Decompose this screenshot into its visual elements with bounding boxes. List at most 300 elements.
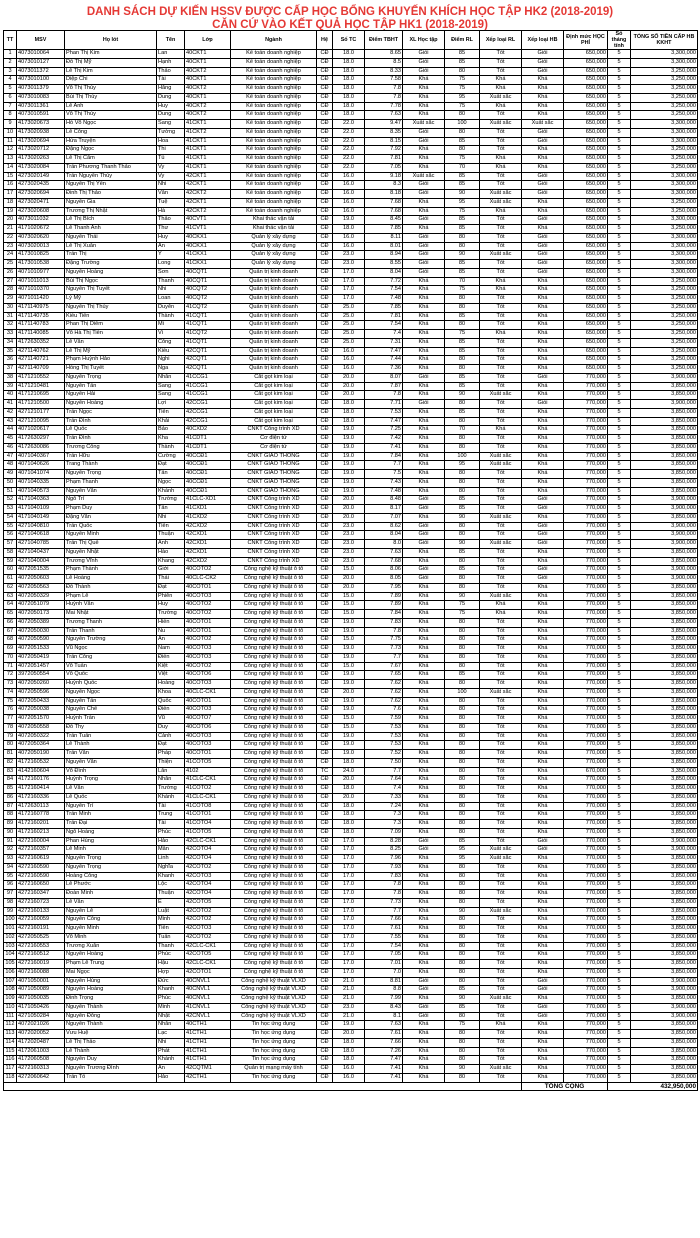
cell-ho-lot: Nguyễn Minh xyxy=(65,531,157,540)
cell-msv: 4173010538 xyxy=(17,260,65,269)
cell-nganh: Quản lý xây dựng xyxy=(231,233,317,242)
cell-nganh: Kế toán doanh nghiệp xyxy=(231,128,317,137)
table-row xyxy=(4,1038,698,1047)
cell-diem-rl: 90 xyxy=(445,592,480,601)
cell-diem-rl: 80 xyxy=(445,977,480,986)
cell-lop: 40COTO2 xyxy=(185,610,231,619)
cell-dinh-muc-hoc-phi: 770,000 xyxy=(564,995,608,1004)
cell-dinh-muc-hoc-phi: 770,000 xyxy=(564,610,608,619)
table-row xyxy=(4,811,698,820)
cell-xep-loai-hb: Khá xyxy=(522,951,564,960)
cell-ten: Tấn xyxy=(157,470,185,479)
cell-xl-hoc-tap: Khá xyxy=(403,890,445,899)
cell-xep-loai-rl: Tốt xyxy=(480,890,522,899)
cell-lop: 42COTO2 xyxy=(185,933,231,942)
cell-xl-hoc-tap: Khá xyxy=(403,111,445,120)
cell-ho-lot: Trần Quốc xyxy=(65,522,157,531)
cell-dinh-muc-hoc-phi: 650,000 xyxy=(564,330,608,339)
cell-he: CĐ xyxy=(317,120,333,129)
cell-tt: 34 xyxy=(4,338,17,347)
cell-diem-tbht: 7.05 xyxy=(365,163,403,172)
cell-ho-lot: Mai Nhật xyxy=(65,610,157,619)
cell-he: CĐ xyxy=(317,575,333,584)
cell-he: CĐ xyxy=(317,933,333,942)
cell-he: CĐ xyxy=(317,802,333,811)
cell-lop: 41CTH1 xyxy=(185,1047,231,1056)
cell-nganh: Quản trị kinh doanh xyxy=(231,365,317,374)
table-row xyxy=(4,382,698,391)
cell-lop: 40CXD2 xyxy=(185,426,231,435)
cell-he: CĐ xyxy=(317,636,333,645)
cell-he: CĐ xyxy=(317,181,333,190)
cell-tong-so-tien: 3,300,000 xyxy=(631,260,698,269)
cell-he: CĐ xyxy=(317,706,333,715)
cell-lop: 42CQTM1 xyxy=(185,1065,231,1074)
cell-ho-lot: Nguyễn Văn xyxy=(65,487,157,496)
cell-xep-loai-hb: Giỏi xyxy=(522,522,564,531)
cell-dinh-muc-hoc-phi: 650,000 xyxy=(564,233,608,242)
cell-lop: 40CQT2 xyxy=(185,295,231,304)
cell-ten: Minh xyxy=(157,916,185,925)
cell-so-thang: 5 xyxy=(608,872,631,881)
cell-xep-loai-rl: Khá xyxy=(480,76,522,85)
cell-msv: 4072160088 xyxy=(17,968,65,977)
cell-nganh: Kế toán doanh nghiệp xyxy=(231,163,317,172)
cell-so-thang: 5 xyxy=(608,916,631,925)
cell-so-thang: 5 xyxy=(608,583,631,592)
table-row xyxy=(4,251,698,260)
cell-tong-so-tien: 3,850,000 xyxy=(631,776,698,785)
table-row xyxy=(4,601,698,610)
cell-diem-rl: 80 xyxy=(445,863,480,872)
cell-so-thang: 5 xyxy=(608,251,631,260)
table-row xyxy=(4,750,698,759)
cell-xep-loai-hb: Khá xyxy=(522,435,564,444)
cell-he: CĐ xyxy=(317,85,333,94)
cell-tong-so-tien: 3,300,000 xyxy=(631,233,698,242)
cell-ho-lot: Nguyễn Trí xyxy=(65,802,157,811)
cell-nganh: Quản trị kinh doanh xyxy=(231,268,317,277)
cell-dinh-muc-hoc-phi: 650,000 xyxy=(564,190,608,199)
cell-so-tc: 18.0 xyxy=(333,76,365,85)
table-row xyxy=(4,408,698,417)
cell-diem-rl: 80 xyxy=(445,933,480,942)
table-row xyxy=(4,373,698,382)
cell-diem-tbht: 7.83 xyxy=(365,872,403,881)
cell-diem-rl: 80 xyxy=(445,128,480,137)
cell-so-thang: 5 xyxy=(608,137,631,146)
header-col-tong-so-tien: TỔNG SỐ TIỀN CẤP HB KKHT xyxy=(631,31,698,50)
cell-diem-rl: 95 xyxy=(445,93,480,102)
cell-so-thang: 5 xyxy=(608,636,631,645)
cell-ten: Linh xyxy=(157,855,185,864)
cell-xep-loai-rl: Tốt xyxy=(480,557,522,566)
cell-ten: Cường xyxy=(157,452,185,461)
cell-tong-so-tien: 3,350,000 xyxy=(631,767,698,776)
cell-tong-so-tien: 3,850,000 xyxy=(631,548,698,557)
cell-ten: Cảnh xyxy=(157,732,185,741)
cell-dinh-muc-hoc-phi: 770,000 xyxy=(564,391,608,400)
cell-diem-tbht: 7.48 xyxy=(365,295,403,304)
cell-ten: Khoa xyxy=(157,688,185,697)
cell-msv: 4071010370 xyxy=(17,286,65,295)
cell-msv: 4272160553 xyxy=(17,942,65,951)
cell-tt: 36 xyxy=(4,356,17,365)
cell-xep-loai-hb: Giỏi xyxy=(522,575,564,584)
cell-tt: 24 xyxy=(4,251,17,260)
cell-so-thang: 5 xyxy=(608,163,631,172)
cell-xep-loai-hb: Khá xyxy=(522,960,564,969)
cell-diem-rl: 80 xyxy=(445,1073,480,1082)
cell-nganh: Công nghệ kỹ thuật ô tô xyxy=(231,925,317,934)
cell-xep-loai-hb: Khá xyxy=(522,146,564,155)
cell-xep-loai-hb: Khá xyxy=(522,933,564,942)
cell-tt: 47 xyxy=(4,452,17,461)
cell-tong-so-tien: 3,300,000 xyxy=(631,50,698,59)
table-row xyxy=(4,76,698,85)
cell-diem-rl: 85 xyxy=(445,837,480,846)
cell-diem-tbht: 7.54 xyxy=(365,286,403,295)
cell-nganh: Cắt gọt kim loại xyxy=(231,408,317,417)
cell-so-tc: 15.0 xyxy=(333,592,365,601)
cell-tong-so-tien: 3,850,000 xyxy=(631,636,698,645)
cell-ten: Ân xyxy=(157,1065,185,1074)
cell-ten: Tiến xyxy=(157,522,185,531)
cell-msv: 4272160723 xyxy=(17,898,65,907)
cell-so-thang: 5 xyxy=(608,1065,631,1074)
cell-diem-rl: 75 xyxy=(445,610,480,619)
cell-xl-hoc-tap: Khá xyxy=(403,426,445,435)
cell-diem-tbht: 7.44 xyxy=(365,356,403,365)
cell-he: CĐ xyxy=(317,548,333,557)
cell-so-tc: 23.0 xyxy=(333,548,365,557)
cell-tong-so-tien: 3,850,000 xyxy=(631,881,698,890)
cell-nganh: Công nghệ kỹ thuật ô tô xyxy=(231,942,317,951)
cell-diem-rl: 75 xyxy=(445,330,480,339)
cell-ho-lot: Trần Thị xyxy=(65,251,157,260)
cell-ho-lot: Ngô Hoàng xyxy=(65,828,157,837)
cell-xl-hoc-tap: Khá xyxy=(403,811,445,820)
cell-diem-rl: 100 xyxy=(445,688,480,697)
cell-tt: 21 xyxy=(4,225,17,234)
cell-ho-lot: Lê Văn xyxy=(65,338,157,347)
cell-xep-loai-rl: Tốt xyxy=(480,58,522,67)
cell-xep-loai-hb: Khá xyxy=(522,85,564,94)
cell-msv: 4072051533 xyxy=(17,645,65,654)
cell-diem-tbht: 7.41 xyxy=(365,443,403,452)
cell-diem-rl: 80 xyxy=(445,575,480,584)
cell-xep-loai-rl: Tốt xyxy=(480,1056,522,1065)
cell-tong-so-tien: 3,850,000 xyxy=(631,461,698,470)
cell-so-thang: 5 xyxy=(608,592,631,601)
cell-nganh: Quản trị kinh doanh xyxy=(231,277,317,286)
cell-so-tc: 19.0 xyxy=(333,470,365,479)
cell-ten: Thái xyxy=(157,575,185,584)
cell-so-thang: 5 xyxy=(608,706,631,715)
cell-tong-so-tien: 3,850,000 xyxy=(631,653,698,662)
cell-diem-tbht: 7.68 xyxy=(365,198,403,207)
cell-diem-rl: 85 xyxy=(445,566,480,575)
cell-ten: Nhi xyxy=(157,181,185,190)
cell-diem-rl: 90 xyxy=(445,540,480,549)
cell-nganh: Quản trị kinh doanh xyxy=(231,321,317,330)
cell-xep-loai-rl: Tốt xyxy=(480,321,522,330)
cell-diem-tbht: 7.8 xyxy=(365,93,403,102)
cell-xep-loai-rl: Tốt xyxy=(480,653,522,662)
cell-ho-lot: Trương Thanh xyxy=(65,618,157,627)
cell-he: CĐ xyxy=(317,688,333,697)
cell-diem-tbht: 7.61 xyxy=(365,925,403,934)
cell-so-tc: 17.0 xyxy=(333,863,365,872)
cell-xep-loai-hb: Khá xyxy=(522,382,564,391)
cell-xep-loai-hb: Khá xyxy=(522,295,564,304)
cell-nganh: Quản trị mạng máy tính xyxy=(231,1065,317,1074)
cell-so-tc: 20.0 xyxy=(333,688,365,697)
cell-diem-rl: 80 xyxy=(445,443,480,452)
cell-so-tc: 20.0 xyxy=(333,513,365,522)
cell-tt: 33 xyxy=(4,330,17,339)
cell-tong-so-tien: 3,250,000 xyxy=(631,85,698,94)
cell-lop: 42CLC-CK1 xyxy=(185,960,231,969)
cell-tt: 96 xyxy=(4,881,17,890)
cell-xep-loai-rl: Tốt xyxy=(480,373,522,382)
cell-msv: 4272160619 xyxy=(17,855,65,864)
cell-xl-hoc-tap: Khá xyxy=(403,942,445,951)
cell-so-tc: 17.0 xyxy=(333,295,365,304)
cell-diem-tbht: 7.0 xyxy=(365,968,403,977)
cell-tt: 13 xyxy=(4,155,17,164)
cell-tong-so-tien: 3,850,000 xyxy=(631,1065,698,1074)
cell-nganh: Công nghệ kỹ thuật ô tô xyxy=(231,715,317,724)
cell-ho-lot: Trần Đại xyxy=(65,820,157,829)
cell-xep-loai-hb: Khá xyxy=(522,671,564,680)
cell-tong-so-tien: 3,850,000 xyxy=(631,443,698,452)
cell-so-tc: 19.0 xyxy=(333,732,365,741)
cell-so-thang: 5 xyxy=(608,811,631,820)
cell-msv: 4072050190 xyxy=(17,750,65,759)
cell-nganh: Tin học ứng dụng xyxy=(231,1021,317,1030)
cell-nganh: CNKT Công trình XD xyxy=(231,496,317,505)
cell-so-tc: 24.0 xyxy=(333,767,365,776)
cell-diem-rl: 90 xyxy=(445,1065,480,1074)
cell-xep-loai-rl: Tốt xyxy=(480,225,522,234)
cell-tong-so-tien: 3,850,000 xyxy=(631,890,698,899)
cell-nganh: Quản trị kinh doanh xyxy=(231,286,317,295)
cell-diem-tbht: 8.8 xyxy=(365,986,403,995)
cell-xep-loai-rl: Tốt xyxy=(480,470,522,479)
cell-xep-loai-rl: Tốt xyxy=(480,382,522,391)
cell-he: CĐ xyxy=(317,400,333,409)
cell-he: CĐ xyxy=(317,645,333,654)
cell-tong-so-tien: 3,850,000 xyxy=(631,863,698,872)
cell-msv: 4173010825 xyxy=(17,251,65,260)
cell-lop: 40COTO3 xyxy=(185,680,231,689)
cell-so-thang: 5 xyxy=(608,417,631,426)
cell-xep-loai-hb: Khá xyxy=(522,1038,564,1047)
cell-nganh: Công nghệ kỹ thuật ô tô xyxy=(231,968,317,977)
cell-xep-loai-hb: Khá xyxy=(522,487,564,496)
cell-nganh: Công nghệ kỹ thuật ô tô xyxy=(231,933,317,942)
table-row xyxy=(4,627,698,636)
cell-he: CĐ xyxy=(317,977,333,986)
cell-ho-lot: Nguyễn Tấn xyxy=(65,382,157,391)
cell-msv: 4171040363 xyxy=(17,496,65,505)
cell-tong-so-tien: 3,850,000 xyxy=(631,942,698,951)
cell-tt: 19 xyxy=(4,207,17,216)
table-row xyxy=(4,802,698,811)
cell-xl-hoc-tap: Giỏi xyxy=(403,1012,445,1021)
cell-xl-hoc-tap: Giỏi xyxy=(403,216,445,225)
cell-nganh: Quản lý xây dựng xyxy=(231,251,317,260)
cell-xep-loai-hb: Khá xyxy=(522,443,564,452)
cell-xep-loai-hb: Khá xyxy=(522,277,564,286)
cell-xep-loai-rl: Tốt xyxy=(480,181,522,190)
cell-xep-loai-rl: Xuất sắc xyxy=(480,93,522,102)
cell-diem-tbht: 7.6 xyxy=(365,706,403,715)
cell-diem-tbht: 7.55 xyxy=(365,933,403,942)
cell-diem-tbht: 7.75 xyxy=(365,636,403,645)
cell-tt: 88 xyxy=(4,811,17,820)
cell-he: CĐ xyxy=(317,111,333,120)
cell-he: CĐ xyxy=(317,1021,333,1030)
cell-tt: 48 xyxy=(4,461,17,470)
cell-ten: Sang xyxy=(157,382,185,391)
cell-dinh-muc-hoc-phi: 770,000 xyxy=(564,522,608,531)
cell-he: CĐ xyxy=(317,233,333,242)
cell-dinh-muc-hoc-phi: 770,000 xyxy=(564,653,608,662)
cell-ten: Hào xyxy=(157,548,185,557)
cell-dinh-muc-hoc-phi: 650,000 xyxy=(564,242,608,251)
cell-lop: 40COTO3 xyxy=(185,592,231,601)
cell-he: CĐ xyxy=(317,1065,333,1074)
cell-dinh-muc-hoc-phi: 770,000 xyxy=(564,557,608,566)
cell-xep-loai-hb: Khá xyxy=(522,828,564,837)
cell-tong-so-tien: 3,250,000 xyxy=(631,277,698,286)
cell-nganh: CNKT Công trình XD xyxy=(231,522,317,531)
cell-diem-rl: 95 xyxy=(445,846,480,855)
cell-msv: 4272160004 xyxy=(17,837,65,846)
cell-diem-tbht: 9.18 xyxy=(365,172,403,181)
cell-msv: 4073010100 xyxy=(17,76,65,85)
cell-lop: 40COTO7 xyxy=(185,715,231,724)
cell-msv: 4273020608 xyxy=(17,207,65,216)
cell-ten: Khánh xyxy=(157,1056,185,1065)
cell-nganh: Kế toán doanh nghiệp xyxy=(231,58,317,67)
cell-nganh: Công nghệ kỹ thuật ô tô xyxy=(231,820,317,829)
cell-so-thang: 5 xyxy=(608,680,631,689)
cell-lop: 42COTO3 xyxy=(185,872,231,881)
cell-so-thang: 5 xyxy=(608,426,631,435)
cell-xep-loai-rl: Tốt xyxy=(480,820,522,829)
cell-diem-tbht: 7.52 xyxy=(365,750,403,759)
cell-nganh: Khai thác vận tải xyxy=(231,225,317,234)
cell-msv: 4271140762 xyxy=(17,347,65,356)
cell-xep-loai-hb: Xuất sắc xyxy=(522,120,564,129)
cell-so-tc: 19.0 xyxy=(333,750,365,759)
cell-xep-loai-rl: Xuất sắc xyxy=(480,120,522,129)
cell-he: CĐ xyxy=(317,268,333,277)
cell-he: CĐ xyxy=(317,365,333,374)
cell-so-tc: 20.0 xyxy=(333,382,365,391)
cell-he: CĐ xyxy=(317,855,333,864)
table-row xyxy=(4,653,698,662)
cell-dinh-muc-hoc-phi: 770,000 xyxy=(564,470,608,479)
cell-dinh-muc-hoc-phi: 770,000 xyxy=(564,697,608,706)
cell-ho-lot: Nguyễn Hoàng xyxy=(65,400,157,409)
cell-xl-hoc-tap: Khá xyxy=(403,487,445,496)
cell-lop: 41CVT1 xyxy=(185,225,231,234)
cell-msv: 4072050173 xyxy=(17,610,65,619)
cell-diem-tbht: 8.62 xyxy=(365,522,403,531)
cell-xep-loai-rl: Xuất sắc xyxy=(480,688,522,697)
cell-tong-so-tien: 3,850,000 xyxy=(631,408,698,417)
cell-tong-so-tien: 3,300,000 xyxy=(631,251,698,260)
cell-xep-loai-rl: Xuất sắc xyxy=(480,592,522,601)
cell-xep-loai-rl: Tốt xyxy=(480,172,522,181)
cell-dinh-muc-hoc-phi: 650,000 xyxy=(564,312,608,321)
cell-xep-loai-hb: Khá xyxy=(522,785,564,794)
cell-so-tc: 19.0 xyxy=(333,697,365,706)
cell-nganh: CNKT Công trình XD xyxy=(231,540,317,549)
cell-tong-so-tien: 3,850,000 xyxy=(631,933,698,942)
cell-he: CĐ xyxy=(317,408,333,417)
cell-diem-rl: 80 xyxy=(445,233,480,242)
cell-so-tc: 23.0 xyxy=(333,557,365,566)
cell-msv: 4072051079 xyxy=(17,601,65,610)
cell-so-thang: 5 xyxy=(608,225,631,234)
cell-so-thang: 5 xyxy=(608,977,631,986)
cell-msv: 4172160414 xyxy=(17,785,65,794)
cell-ho-lot: Phạm Duy xyxy=(65,505,157,514)
cell-so-thang: 5 xyxy=(608,968,631,977)
cell-xl-hoc-tap: Khá xyxy=(403,1038,445,1047)
cell-xl-hoc-tap: Khá xyxy=(403,1056,445,1065)
cell-xl-hoc-tap: Khá xyxy=(403,706,445,715)
cell-tong-so-tien: 3,250,000 xyxy=(631,93,698,102)
cell-so-thang: 5 xyxy=(608,767,631,776)
cell-so-thang: 5 xyxy=(608,1038,631,1047)
cell-xep-loai-rl: Tốt xyxy=(480,548,522,557)
cell-lop: 42COTO4 xyxy=(185,881,231,890)
cell-xep-loai-hb: Giỏi xyxy=(522,1003,564,1012)
cell-xep-loai-hb: Khá xyxy=(522,750,564,759)
cell-xl-hoc-tap: Khá xyxy=(403,592,445,601)
cell-xl-hoc-tap: Khá xyxy=(403,321,445,330)
cell-diem-rl: 85 xyxy=(445,505,480,514)
cell-msv: 4272160590 xyxy=(17,872,65,881)
cell-xep-loai-rl: Tốt xyxy=(480,260,522,269)
cell-ten: Sơn xyxy=(157,268,185,277)
table-row xyxy=(4,741,698,750)
cell-diem-rl: 80 xyxy=(445,365,480,374)
cell-ho-lot: Kiều Tiến xyxy=(65,312,157,321)
cell-lop: 41CDT1 xyxy=(185,435,231,444)
cell-tong-so-tien: 3,250,000 xyxy=(631,356,698,365)
cell-diem-tbht: 7.95 xyxy=(365,583,403,592)
cell-msv: 4271210177 xyxy=(17,408,65,417)
cell-diem-rl: 80 xyxy=(445,723,480,732)
cell-xep-loai-rl: Tốt xyxy=(480,216,522,225)
cell-he: CĐ xyxy=(317,277,333,286)
cell-xep-loai-rl: Khá xyxy=(480,601,522,610)
cell-ho-lot: Trang Thành xyxy=(65,461,157,470)
table-row xyxy=(4,680,698,689)
cell-so-tc: 20.0 xyxy=(333,1030,365,1039)
cell-tong-so-tien: 3,850,000 xyxy=(631,382,698,391)
cell-xep-loai-hb: Giỏi xyxy=(522,251,564,260)
cell-so-tc: 17.0 xyxy=(333,907,365,916)
cell-ten: Trường xyxy=(157,785,185,794)
